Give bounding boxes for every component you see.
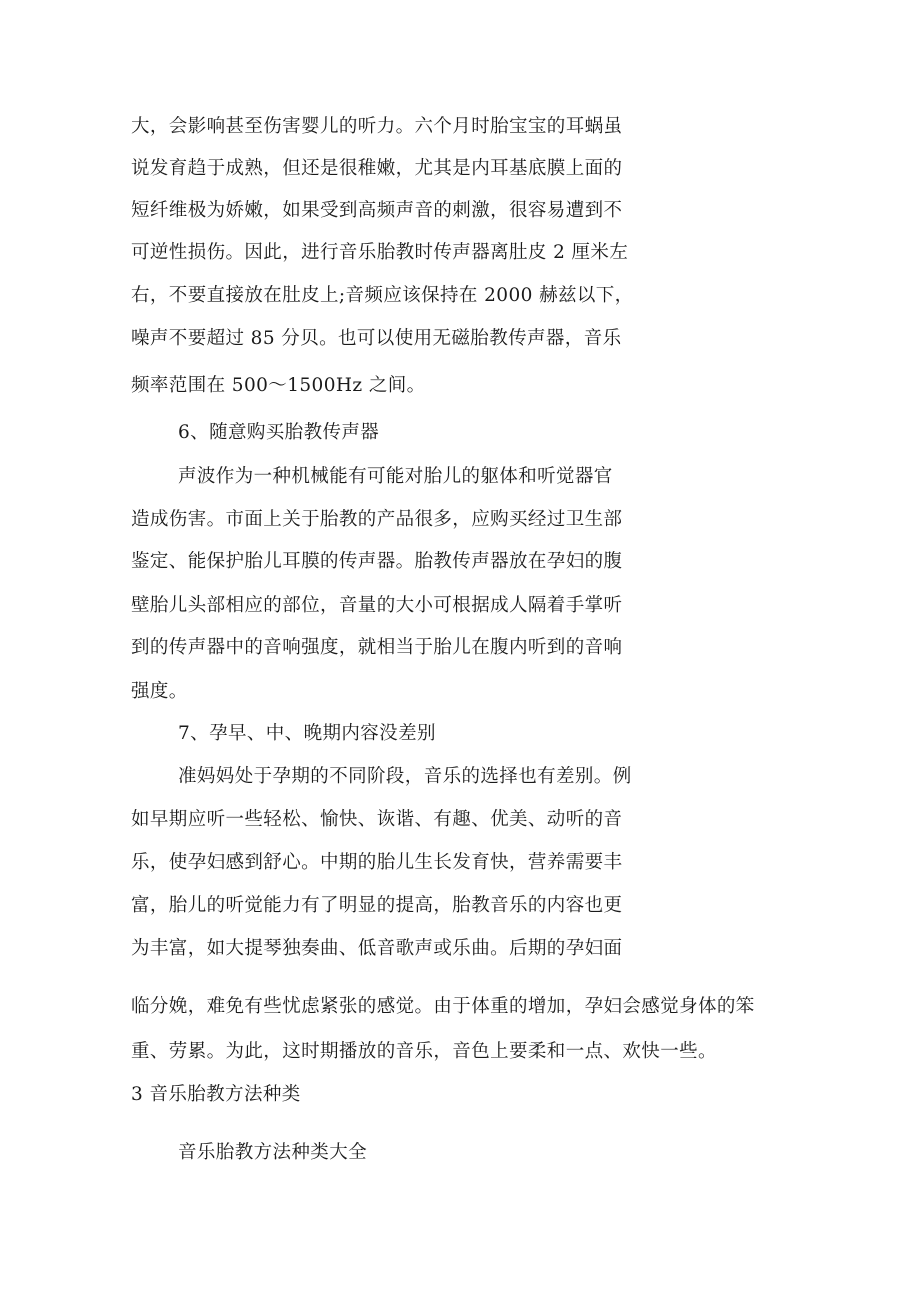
- body-line: 临分娩，难免有些忧虑紧张的感觉。由于体重的增加，孕妇会感觉身体的笨: [131, 996, 755, 1017]
- body-line: 可逆性损伤。因此，进行音乐胎教时传声器离肚皮 2 厘米左: [131, 242, 629, 263]
- section-6-title: 6、随意购买胎教传声器: [178, 422, 380, 443]
- body-line: 准妈妈处于孕期的不同阶段，音乐的选择也有差别。例: [178, 766, 632, 787]
- body-line: 短纤维极为娇嫩，如果受到高频声音的刺激，很容易遭到不: [131, 200, 623, 221]
- body-line: 如早期应听一些轻松、愉快、诙谐、有趣、优美、动听的音: [131, 809, 623, 830]
- subheading: 音乐胎教方法种类大全: [178, 1142, 368, 1163]
- body-line: 右，不要直接放在肚皮上;音频应该保持在 2000 赫兹以下，: [131, 285, 634, 306]
- body-line: 造成伤害。市面上关于胎教的产品很多，应购买经过卫生部: [131, 509, 623, 530]
- body-line: 声波作为一种机械能有可能对胎儿的躯体和听觉器官: [178, 466, 613, 487]
- body-line: 重、劳累。为此，这时期播放的音乐，音色上要柔和一点、欢快一些。: [131, 1041, 717, 1062]
- body-line: 乐，使孕妇感到舒心。中期的胎儿生长发育快，营养需要丰: [131, 852, 623, 873]
- body-line: 噪声不要超过 85 分贝。也可以使用无磁胎教传声器，音乐: [131, 328, 622, 349]
- section-7-title: 7、孕早、中、晚期内容没差别: [178, 723, 436, 744]
- body-line: 鉴定、能保护胎儿耳膜的传声器。胎教传声器放在孕妇的腹: [131, 551, 623, 572]
- body-line: 富，胎儿的听觉能力有了明显的提高，胎教音乐的内容也更: [131, 895, 623, 916]
- body-line: 壁胎儿头部相应的部位，音量的大小可根据成人隔着手掌听: [131, 595, 623, 616]
- body-line: 频率范围在 500〜1500Hz 之间。: [131, 375, 426, 396]
- body-line: 大，会影响甚至伤害婴儿的听力。六个月时胎宝宝的耳蜗虽: [131, 116, 623, 137]
- section-3-heading: 3 音乐胎教方法种类: [131, 1084, 301, 1105]
- body-line: 为丰富，如大提琴独奏曲、低音歌声或乐曲。后期的孕妇面: [131, 938, 623, 959]
- body-line: 强度。: [131, 681, 188, 702]
- body-line: 到的传声器中的音响强度，就相当于胎儿在腹内听到的音响: [131, 637, 623, 658]
- body-line: 说发育趋于成熟，但还是很稚嫩，尤其是内耳基底膜上面的: [131, 158, 623, 179]
